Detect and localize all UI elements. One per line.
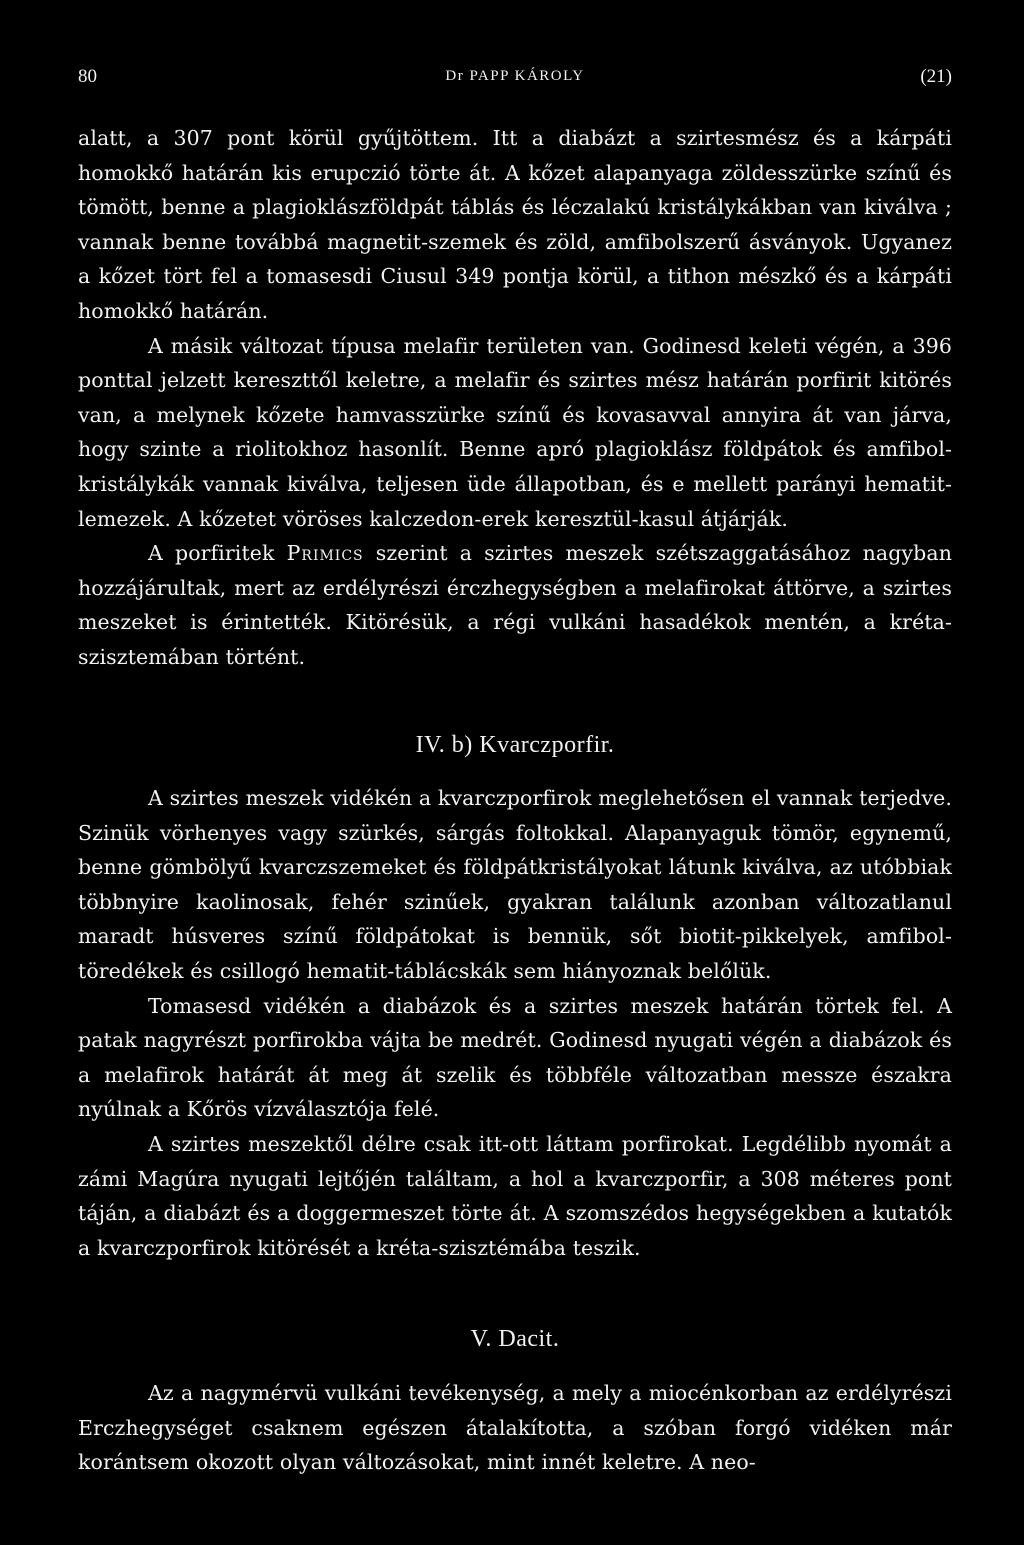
paragraph: A szirtes meszektől délre csak itt-ott láttam porfirokat. Legdélibb nyomát a zámi Magúra nyugati lejtőjén találtam, a hol a kvarczporfir, a 308 méteres pont táján, a diabázt és a doggermeszet törte át. A szomszédos hegységekben a kutatók a kvarczporfirok kitörését a kréta-szisztémába teszik.	[78, 1131, 952, 1260]
paragraph: A másik változat típusa melafir területen van. Godinesd keleti végén, a 396 ponttal jelzett kereszttől keletre, a melafir és szirtes mész határán porfirit kitörés van, a melynek kőzete hamvasszürke színű és kovasavval annyira át van járva, hogy szinte a riolitokhoz hasonlít. Benne apró plagioklász földpátok és amfibol-kristálykák vannak kiválva, teljesen üde állapotban, és e mellett parányi hematit-lemezek. A kőzetet vöröses kalczedon-erek keresztül-kasul átjárják.	[78, 333, 952, 531]
paragraph	[78, 536, 952, 674]
page-number: 80	[78, 66, 97, 87]
paragraph-text: A porfiritek	[148, 541, 287, 566]
running-head	[78, 66, 952, 92]
section-iv-text	[78, 781, 952, 1265]
paragraph: A szirtes meszek vidékén a kvarczporfirok meglehetősen el vannak terjedve. Szinük vörhenyes vagy szürkés, sárgás foltokkal. Alapanyaguk tömör, egynemű, benne gömbölyű kvarczszemeket és földpátkristályokat látunk kiválva, az utóbbiak többnyire kaolinosak, fehér szinűek, gyakran találunk azonban változatlanul maradt húsveres színű földpátokat is bennük, sőt biotit-pikkelyek, amfibol-töredékek és csillogó hematit-táblácskák sem hiányoznak belőlük.	[78, 786, 952, 983]
section-heading: V. Dacit.	[470, 1326, 560, 1352]
section-v-text	[78, 1376, 952, 1480]
author-name: Primics	[286, 541, 364, 566]
paragraph-text: szerint a szirtes meszek szétszaggatásához nagyban hozzájárultak, mert az erdélyrészi érczhegységben a melafirokat áttörve, a szirtes meszeket is érintették. Kitörésük, a régi vulkáni hasadékok mentén, a kréta-szisztemában történt.	[78, 541, 952, 669]
paragraph-continued: alatt, a 307 pont körül gyűjtöttem. Itt a diabázt a szirtesmész és a kárpáti homokkő határán kis erupczió törte át. A kőzet alapanyaga zöldesszürke színű és tömött, benne a plagioklászföldpát táblás és léczalakú kristálykákban van kiválva ; vannak benne továbbá magnetit-szemek és zöld, amfibolszerű ásványok. Ugyanez a kőzet tört fel a tomasesdi Ciusul 349 pontja körül, a tithon mészkő és a kárpáti homokkő határán.	[78, 126, 952, 323]
section-number: (21)	[920, 66, 952, 87]
document-page	[78, 0, 952, 1545]
running-head-author: Dr PAPP KÁROLY	[445, 68, 585, 84]
opening-text	[78, 121, 952, 675]
section-heading: IV. b) Kvarczporfir.	[415, 732, 615, 758]
paragraph: Az a nagymérvü vulkáni tevékenység, a mely a miocénkorban az erdélyrészi Erczhegységet csaknem egészen átalakította, a szóban forgó vidéken már korántsem okozott olyan változásokat, mint innét keletre. A neo-	[78, 1381, 952, 1475]
paragraph: Tomasesd vidékén a diabázok és a szirtes meszek határán törtek fel. A patak nagyrészt porfirokba vájta be medrét. Godinesd nyugati végén a diabázok és a melafirok határát át meg át szelik és többféle változatban messze északra nyúlnak a Kőrös vízválasztója felé.	[78, 993, 952, 1122]
